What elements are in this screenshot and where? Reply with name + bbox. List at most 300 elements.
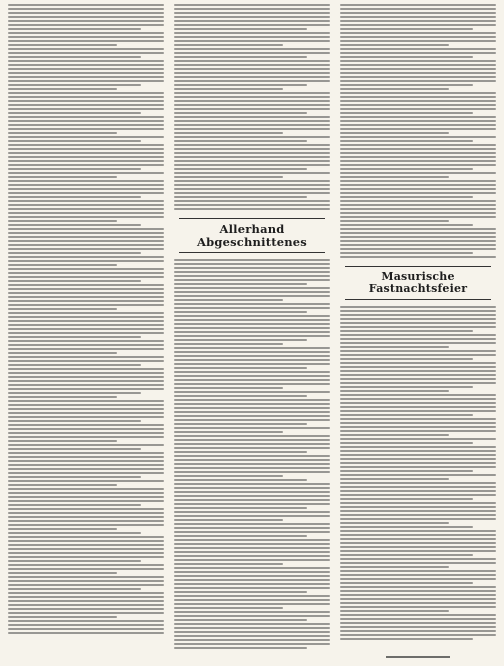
text-line — [8, 576, 164, 578]
text-line — [174, 495, 330, 497]
text-line — [340, 638, 473, 640]
text-line — [174, 136, 330, 138]
text-line — [8, 476, 141, 478]
text-line — [340, 498, 473, 500]
text-line — [340, 160, 496, 162]
text-line — [174, 603, 330, 605]
text-line — [174, 303, 330, 305]
text-line — [174, 116, 330, 118]
text-line — [340, 92, 496, 94]
text-line — [340, 200, 496, 202]
text-line — [174, 307, 330, 309]
text-line — [340, 566, 449, 568]
text-line — [174, 315, 330, 317]
text-line — [8, 84, 141, 86]
text-line — [340, 84, 473, 86]
column-left-text-block — [8, 4, 164, 634]
text-line — [340, 482, 496, 484]
text-line — [8, 460, 164, 462]
text-line — [174, 523, 330, 525]
text-line — [8, 468, 164, 470]
text-line — [8, 100, 164, 102]
text-line — [174, 379, 330, 381]
text-line — [340, 176, 449, 178]
text-line — [340, 16, 496, 18]
text-line — [174, 331, 330, 333]
text-line — [340, 132, 449, 134]
text-line — [340, 546, 496, 548]
text-line — [174, 423, 307, 425]
text-line — [174, 551, 330, 553]
text-line — [340, 256, 496, 258]
text-line — [8, 292, 164, 294]
text-line — [8, 256, 164, 258]
text-line — [174, 515, 330, 517]
text-line — [340, 52, 496, 54]
text-line — [174, 48, 330, 50]
text-line — [8, 408, 164, 410]
text-line — [174, 491, 330, 493]
text-line — [8, 572, 117, 574]
text-line — [8, 284, 164, 286]
text-line — [340, 518, 496, 520]
text-line — [174, 4, 330, 6]
text-line — [340, 474, 496, 476]
text-line — [8, 248, 164, 250]
text-line — [174, 571, 330, 573]
text-line — [340, 378, 496, 380]
text-line — [8, 452, 164, 454]
text-line — [8, 524, 164, 526]
text-line — [8, 456, 164, 458]
text-line — [340, 426, 496, 428]
text-line — [8, 472, 164, 474]
text-line — [174, 132, 283, 134]
text-line — [8, 24, 164, 26]
text-line — [174, 563, 283, 565]
text-line — [174, 391, 330, 393]
section-title-fastnachtsfeier: Masurische Fastnachtsfeier — [368, 270, 468, 296]
column-right-text-block-bottom — [340, 306, 496, 640]
text-line — [8, 308, 117, 310]
text-line — [174, 271, 330, 273]
text-line — [340, 12, 496, 14]
text-line — [340, 558, 496, 560]
text-line — [340, 24, 496, 26]
text-line — [174, 591, 307, 593]
text-line — [340, 434, 449, 436]
text-line — [340, 550, 496, 552]
text-line — [174, 367, 307, 369]
text-line — [340, 586, 496, 588]
text-line — [174, 259, 330, 261]
text-line — [8, 548, 164, 550]
text-line — [174, 383, 330, 385]
text-line — [174, 120, 330, 122]
text-line — [174, 100, 330, 102]
text-line — [340, 244, 496, 246]
text-line — [174, 567, 330, 569]
text-line — [340, 462, 496, 464]
text-line — [8, 104, 164, 106]
text-line — [340, 554, 473, 556]
text-line — [340, 232, 496, 234]
text-line — [174, 511, 330, 513]
text-line — [174, 359, 330, 361]
text-line — [340, 212, 496, 214]
text-line — [174, 559, 330, 561]
text-line — [8, 220, 117, 222]
text-line — [8, 568, 164, 570]
text-line — [340, 64, 496, 66]
text-line — [8, 364, 141, 366]
text-line — [340, 112, 473, 114]
text-line — [340, 56, 473, 58]
text-line — [174, 539, 330, 541]
text-line — [174, 431, 283, 433]
text-line — [8, 332, 164, 334]
text-line — [174, 323, 330, 325]
text-line — [8, 356, 164, 358]
text-line — [8, 120, 164, 122]
text-line — [8, 152, 164, 154]
text-line — [340, 618, 496, 620]
text-line — [174, 455, 330, 457]
text-line — [8, 144, 164, 146]
text-line — [174, 32, 330, 34]
text-line — [8, 172, 164, 174]
text-line — [340, 626, 496, 628]
text-line — [174, 172, 330, 174]
text-line — [8, 320, 164, 322]
text-line — [340, 530, 496, 532]
text-line — [8, 500, 164, 502]
text-line — [8, 620, 164, 622]
text-line — [174, 84, 307, 86]
text-line — [174, 403, 330, 405]
text-line — [8, 168, 141, 170]
text-line — [174, 635, 330, 637]
text-line — [340, 402, 496, 404]
text-line — [8, 112, 141, 114]
column-right — [338, 4, 498, 660]
text-line — [174, 44, 283, 46]
text-line — [340, 220, 449, 222]
section-header-right — [340, 266, 496, 300]
text-line — [340, 236, 496, 238]
column-right-text-block-top — [340, 4, 496, 258]
text-line — [174, 164, 330, 166]
text-line — [8, 8, 164, 10]
text-line — [8, 484, 117, 486]
text-line — [8, 156, 164, 158]
text-line — [8, 628, 164, 630]
text-line — [340, 216, 496, 218]
text-line — [8, 464, 164, 466]
text-line — [174, 279, 330, 281]
text-line — [340, 534, 496, 536]
text-line — [174, 519, 283, 521]
text-line — [8, 324, 164, 326]
text-line — [340, 196, 473, 198]
text-line — [8, 504, 141, 506]
text-line — [174, 112, 307, 114]
text-line — [340, 120, 496, 122]
text-line — [174, 479, 307, 481]
text-line — [8, 564, 164, 566]
text-line — [174, 180, 330, 182]
text-line — [8, 148, 164, 150]
text-line — [174, 395, 307, 397]
column-left — [6, 4, 166, 660]
text-line — [340, 606, 496, 608]
end-marker — [338, 656, 498, 658]
text-line — [174, 28, 307, 30]
text-line — [174, 623, 330, 625]
text-line — [340, 446, 496, 448]
text-line — [340, 610, 449, 612]
end-rule — [386, 656, 450, 658]
text-line — [8, 124, 164, 126]
text-line — [174, 68, 330, 70]
text-line — [340, 490, 496, 492]
text-line — [8, 540, 164, 542]
text-line — [174, 8, 330, 10]
text-line — [340, 350, 496, 352]
text-line — [174, 575, 330, 577]
text-line — [340, 514, 496, 516]
text-line — [174, 459, 330, 461]
text-line — [8, 176, 117, 178]
text-line — [174, 64, 330, 66]
text-line — [340, 228, 496, 230]
text-line — [340, 140, 473, 142]
text-line — [8, 224, 141, 226]
text-line — [8, 480, 164, 482]
text-line — [174, 196, 307, 198]
text-line — [174, 52, 330, 54]
text-line — [8, 520, 164, 522]
text-line — [174, 451, 307, 453]
text-line — [8, 552, 164, 554]
text-line — [174, 419, 330, 421]
text-line — [174, 587, 330, 589]
text-line — [340, 322, 496, 324]
text-line — [340, 358, 473, 360]
text-line — [340, 36, 496, 38]
text-line — [340, 164, 496, 166]
text-line — [340, 44, 449, 46]
text-line — [174, 88, 283, 90]
text-line — [340, 598, 496, 600]
text-line — [174, 619, 307, 621]
text-line — [174, 192, 330, 194]
text-line — [8, 288, 164, 290]
text-line — [174, 56, 307, 58]
section-header — [174, 218, 330, 253]
text-line — [340, 326, 496, 328]
text-line — [8, 384, 164, 386]
text-line — [174, 72, 330, 74]
text-line — [340, 602, 496, 604]
text-line — [340, 394, 496, 396]
text-line — [340, 96, 496, 98]
text-line — [8, 388, 164, 390]
text-line — [174, 267, 330, 269]
text-line — [8, 20, 164, 22]
text-line — [340, 574, 496, 576]
text-line — [8, 216, 164, 218]
text-line — [340, 310, 496, 312]
text-line — [8, 312, 164, 314]
text-line — [340, 248, 496, 250]
text-line — [8, 380, 164, 382]
text-line — [8, 132, 117, 134]
text-line — [8, 200, 164, 202]
text-line — [340, 590, 496, 592]
text-line — [174, 92, 330, 94]
text-line — [340, 188, 496, 190]
text-line — [340, 224, 473, 226]
text-line — [174, 140, 307, 142]
text-line — [8, 316, 164, 318]
text-line — [340, 76, 496, 78]
text-line — [174, 615, 330, 617]
text-line — [8, 368, 164, 370]
text-line — [8, 72, 164, 74]
text-line — [8, 16, 164, 18]
text-line — [340, 382, 496, 384]
text-line — [340, 458, 496, 460]
text-line — [8, 212, 164, 214]
text-line — [8, 188, 164, 190]
text-line — [174, 611, 330, 613]
text-line — [340, 124, 496, 126]
text-line — [8, 236, 164, 238]
text-line — [174, 184, 330, 186]
text-line — [340, 156, 496, 158]
text-line — [174, 12, 330, 14]
text-line — [174, 355, 330, 357]
text-line — [174, 168, 307, 170]
text-line — [174, 283, 307, 285]
text-line — [174, 527, 330, 529]
text-line — [340, 136, 496, 138]
text-line — [340, 634, 496, 636]
text-line — [340, 334, 496, 336]
text-line — [174, 299, 283, 301]
text-line — [174, 335, 330, 337]
text-line — [8, 372, 164, 374]
text-line — [340, 562, 496, 564]
text-line — [174, 339, 307, 341]
text-line — [8, 416, 164, 418]
text-line — [340, 510, 496, 512]
text-line — [174, 108, 330, 110]
text-line — [340, 366, 496, 368]
text-line — [340, 374, 496, 376]
text-line — [8, 184, 164, 186]
text-line — [174, 76, 330, 78]
text-line — [8, 268, 164, 270]
text-line — [8, 376, 164, 378]
section-rule-top — [179, 218, 326, 219]
text-line — [174, 263, 330, 265]
text-line — [340, 100, 496, 102]
text-line — [174, 435, 330, 437]
text-line — [340, 526, 473, 528]
text-line — [8, 328, 164, 330]
text-line — [174, 483, 330, 485]
text-line — [174, 399, 330, 401]
text-line — [174, 607, 283, 609]
text-line — [174, 275, 330, 277]
text-line — [174, 411, 330, 413]
text-line — [8, 448, 141, 450]
text-line — [340, 414, 473, 416]
text-line — [174, 407, 330, 409]
text-line — [8, 488, 164, 490]
text-line — [340, 478, 449, 480]
text-line — [8, 588, 141, 590]
text-line — [174, 124, 330, 126]
text-line — [340, 570, 496, 572]
text-line — [174, 471, 330, 473]
text-line — [340, 180, 496, 182]
text-line — [174, 415, 330, 417]
text-line — [174, 104, 330, 106]
text-line — [8, 296, 164, 298]
text-line — [8, 580, 164, 582]
text-line — [174, 579, 330, 581]
text-line — [8, 300, 164, 302]
text-line — [340, 438, 496, 440]
text-line — [8, 128, 164, 130]
text-line — [8, 360, 164, 362]
text-line — [340, 430, 496, 432]
text-line — [8, 344, 164, 346]
text-line — [340, 410, 496, 412]
text-line — [340, 144, 496, 146]
text-line — [174, 80, 330, 82]
text-line — [340, 104, 496, 106]
text-line — [340, 192, 496, 194]
text-line — [174, 487, 330, 489]
text-line — [8, 304, 164, 306]
text-line — [340, 252, 473, 254]
text-line — [8, 492, 164, 494]
column-middle — [172, 4, 332, 660]
text-line — [174, 128, 330, 130]
text-line — [174, 475, 283, 477]
text-line — [174, 295, 330, 297]
text-line — [8, 280, 141, 282]
text-line — [174, 639, 330, 641]
section-rule-bottom-right — [345, 299, 492, 300]
text-line — [8, 596, 164, 598]
text-line — [340, 354, 496, 356]
text-line — [8, 164, 164, 166]
text-line — [340, 578, 496, 580]
text-line — [340, 450, 496, 452]
text-line — [340, 108, 496, 110]
text-line — [8, 116, 164, 118]
text-line — [8, 12, 164, 14]
text-line — [340, 442, 473, 444]
text-line — [174, 387, 283, 389]
text-line — [174, 347, 330, 349]
text-line — [8, 600, 164, 602]
